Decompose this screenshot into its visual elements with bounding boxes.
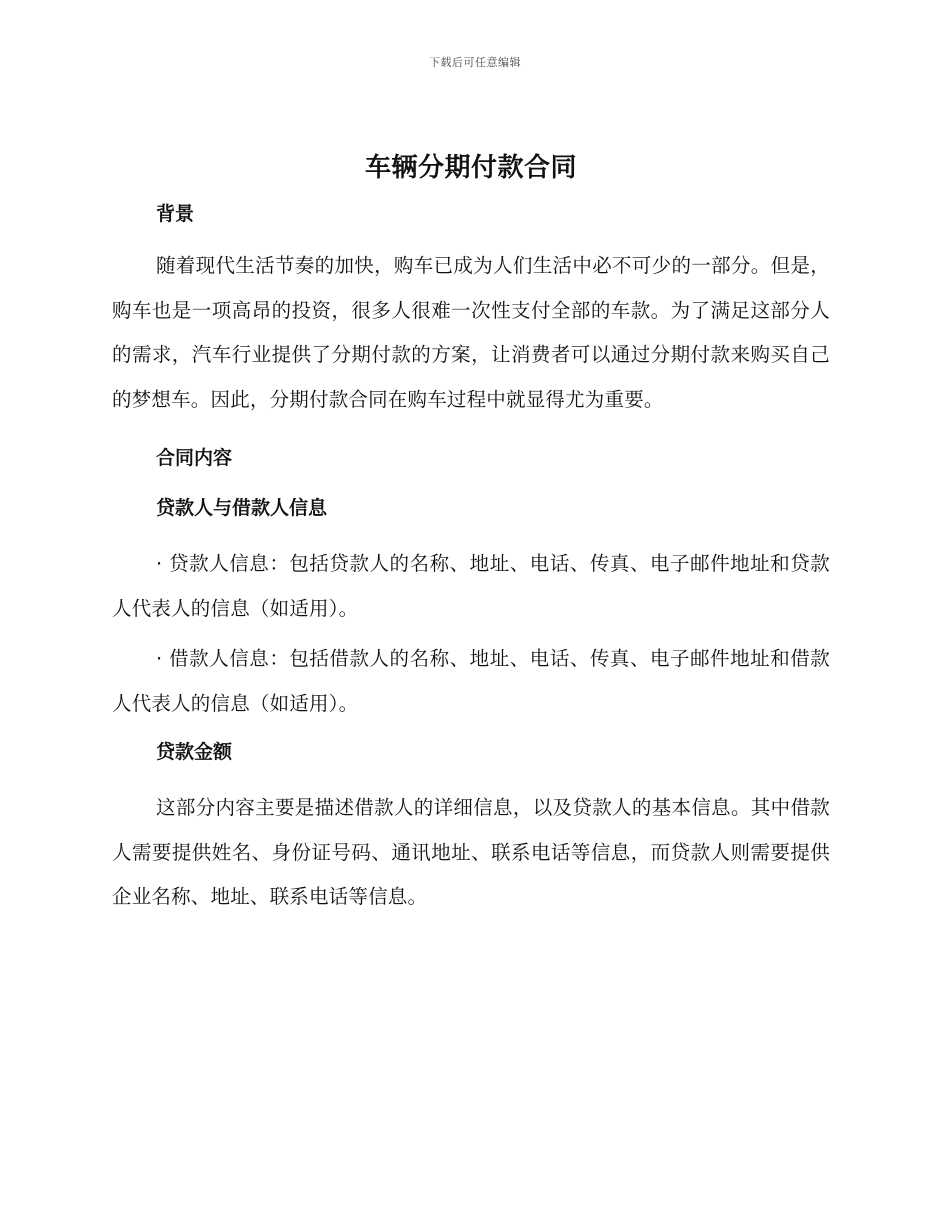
borrower-info-paragraph: · 借款人信息：包括借款人的名称、地址、电话、传真、电子邮件地址和借款人代表人的信息（如适用）。 (112, 647, 830, 715)
header-note: 下载后可任意编辑 (429, 56, 521, 69)
section-heading-loan-amount: 贷款金额 (156, 741, 233, 763)
document-title: 车辆分期付款合同 (364, 153, 577, 183)
section-heading-contract-content: 合同内容 (156, 447, 233, 469)
section-heading-background: 背景 (156, 203, 195, 225)
background-paragraph: 随着现代生活节奏的加快，购车已成为人们生活中必不可少的一部分。但是，购车也是一项高昂的投资，很多人很难一次性支付全部的车款。为了满足这部分人的需求，汽车行业提供了分期付款的方案，让消费者可以通过分期付款来购买自己的梦想车。因此，分期付款合同在购车过程中就显得尤为重要。 (112, 254, 830, 411)
loan-amount-paragraph: 这部分内容主要是描述借款人的详细信息，以及贷款人的基本信息。其中借款人需要提供姓名、身份证号码、通讯地址、联系电话等信息，而贷款人则需要提供企业名称、地址、联系电话等信息。 (112, 796, 830, 908)
section-heading-parties: 贷款人与借款人信息 (156, 497, 328, 519)
lender-info-paragraph: · 贷款人信息：包括贷款人的名称、地址、电话、传真、电子邮件地址和贷款人代表人的信息（如适用）。 (112, 552, 830, 620)
document-body (112, 148, 830, 928)
